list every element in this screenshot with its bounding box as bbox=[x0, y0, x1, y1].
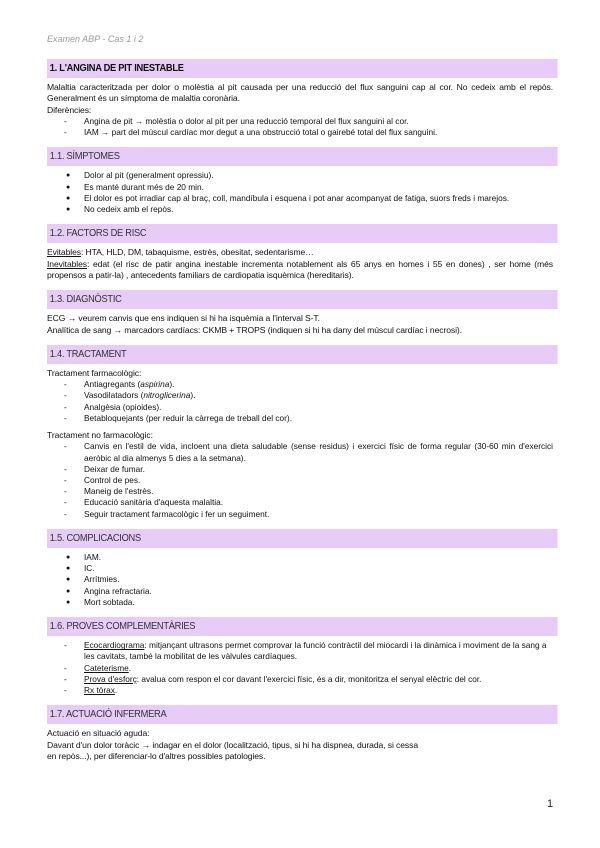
nonpharma-label: Tractament no farmacològic: bbox=[47, 430, 153, 441]
section-heading-1-4: 1.4. TRACTAMENT bbox=[47, 345, 558, 364]
section-heading-1-2: 1.2. FACTORS DE RISC bbox=[47, 224, 558, 243]
page-header: Examen ABP - Cas 1 i 2 bbox=[47, 34, 144, 44]
acute-line: Davant d'un dolor toràcic → indagar en el dolor (localització, tipus, si hi ha dispnea, durada, si cessa bbox=[47, 739, 419, 750]
diagnostic-ecg: ECG → veurem canvis que ens indiquen si hi ha isquèmia a l'interval S-T. bbox=[47, 313, 320, 324]
list-item: - Rx tòrax. bbox=[64, 685, 118, 696]
list-item: - Cateterisme. bbox=[64, 662, 132, 673]
list-item: - Angina de pit → molèstia o dolor al pit per una reducció temporal del flux sanguini al cor. bbox=[64, 115, 409, 126]
section-heading-1-1: 1.1. SÍMPTOMES bbox=[47, 147, 558, 166]
section-heading-1-7: 1.7. ACTUACIÓ INFERMERA bbox=[47, 705, 558, 724]
evitables-paragraph: Evitables: HTA, HLD, DM, tabaquisme, estrès, obesitat, sedentarisme… bbox=[47, 247, 314, 258]
list-item: - Prova d'esforç: avalua com respon el cor davant l'exercici físic, és a dir, monitoritza el senyal elèctric del cor. bbox=[64, 673, 482, 684]
document-body bbox=[47, 59, 553, 762]
page-number: 1 bbox=[547, 798, 554, 810]
list-item: ● Es manté durant més de 20 min. bbox=[66, 181, 204, 192]
section-heading-1-5: 1.5. COMPLICACIONS bbox=[47, 529, 558, 548]
section-heading-1-6: 1.6. PROVES COMPLEMENTÀRIES bbox=[47, 617, 558, 636]
list-item: - Analgèsia (opioides). bbox=[64, 401, 162, 412]
list-item: ● Arrítmies. bbox=[66, 574, 120, 585]
list-item: - Control de pes. bbox=[64, 474, 141, 485]
list-item: - Deixar de fumar. bbox=[64, 463, 145, 474]
inevitables-paragraph: Inevitables: edat (el risc de patir angina inestable incrementa notablement als 65 anys en homes i 55 en dones) , ser home (més propensos a patir-la) , antecedents familiars de cardiopatia isquèmica (hereditaris). bbox=[47, 258, 553, 281]
list-item: ● Angina refractaria. bbox=[66, 585, 152, 596]
diagnostic-blood: Analítica de sang → marcadors cardíacs: CKMB + TROPS (indiquen si hi ha dany del múscul cardíac i necrosi). bbox=[47, 324, 462, 335]
section-heading-1: 1. L'ANGINA DE PIT INESTABLE bbox=[47, 59, 558, 78]
list-item: - Ecocardiograma: mitjançant ultrasons permet comprovar la funció contràctil del miocardi i la dinàmica i moviment de la sang a les cavitats, també la mobilitat de les vàlvules cardíaques. bbox=[64, 640, 547, 662]
differences-label: Diferències: bbox=[47, 104, 92, 115]
intro-paragraph: Malaltia caracteritzada per dolor o molèstia al pit causada per una reducció del flux sanguini cap al cor. No cedeix amb el repòs. Generalment és un símptoma de malaltia coronària. bbox=[47, 82, 553, 104]
list-item: - Vasodilatadors (nitroglicerina). bbox=[64, 390, 196, 401]
list-item: - Antiagregants (aspirina). bbox=[64, 379, 175, 390]
list-item: - Canvis en l'estil de vida, incloent una dieta saludable (sense residus) i exercici físic de forma regular (30-60 min d'exercici aeròbic al dia almenys 5 dies a la setmana). bbox=[64, 441, 553, 463]
acute-label: Actuació en situació aguda: bbox=[47, 728, 150, 739]
list-item: ● Mort sobtada. bbox=[66, 596, 135, 607]
list-item: ● El dolor es pot irradiar cap al braç, coll, mandíbula i esquena i pot anar acompanyat de fatiga, suors freds i marejos. bbox=[66, 192, 510, 203]
list-item: - Betabloquejants (per reduir la càrrega de treball del cor). bbox=[64, 412, 292, 423]
list-item: - Seguir tractament farmacològic i fer un seguiment. bbox=[64, 508, 270, 519]
list-item: - Educació sanitària d'aquesta malaltia. bbox=[64, 497, 224, 508]
list-item: ● IAM. bbox=[66, 551, 102, 562]
list-item: - IAM → part del múscul cardíac mor degut a una obstrucció total o gairebé total del flux sanguini. bbox=[64, 127, 438, 138]
acute-line-cont: en repòs...), per diferenciar-lo d'altres possibles patologies. bbox=[47, 750, 266, 761]
list-item: ● No cedeix amb el repòs. bbox=[66, 204, 174, 215]
list-item: ● Dolor al pit (generalment opressiu). bbox=[66, 170, 214, 181]
pharma-label: Tractament farmacològic: bbox=[47, 367, 142, 378]
list-item: - Maneig de l'estrès. bbox=[64, 486, 154, 497]
section-heading-1-3: 1.3. DIAGNÒSTIC bbox=[47, 290, 558, 309]
list-item: ● IC. bbox=[66, 563, 95, 574]
